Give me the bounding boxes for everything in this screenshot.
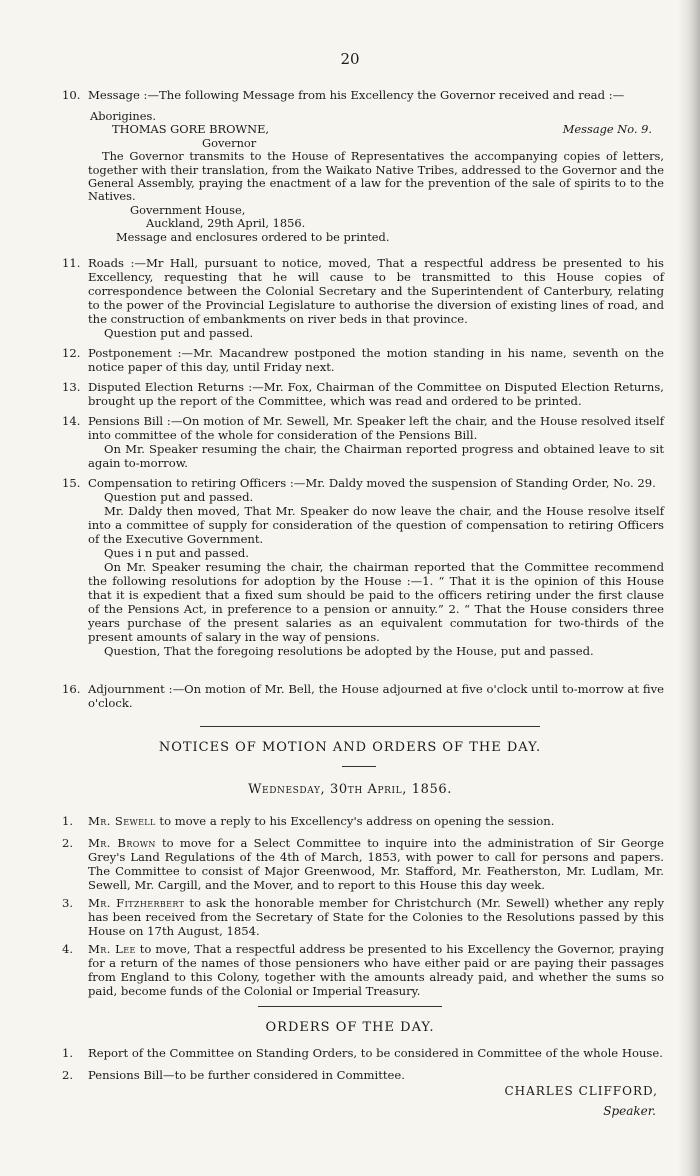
orders-heading: ORDERS OF THE DAY.	[265, 1020, 435, 1035]
item-number: 10.	[62, 88, 81, 102]
minute-item-14	[62, 414, 664, 470]
item-number: 15.	[62, 476, 81, 490]
notice-text: to move a reply to his Excellency's address on opening the session.	[155, 814, 555, 828]
minute-item-11	[62, 256, 664, 340]
item-text: Postponement :—Mr. Macandrew postponed the motion standing in his name, seventh on the notice paper of this day, until Friday next.	[88, 346, 664, 374]
notice-text: to ask the honorable member for Christchurch (Mr. Sewell) whether any reply has been received from the Secretary of State for the Colonies to the Resolutions passed by this House on 17th August, 1854.	[88, 896, 664, 938]
notice-item-1	[62, 814, 664, 828]
item-text: Disputed Election Returns :—Mr. Fox, Chairman of the Committee on Disputed Election Returns, brought up the report of the Committee, which was read and ordered to be printed.	[88, 380, 664, 408]
notices-date: Wednesday, 30th April, 1856.	[248, 782, 452, 797]
item-paragraph-3: Ques i n put and passed.	[104, 546, 249, 560]
order-text: Pensions Bill—to be further considered in Committee.	[88, 1068, 405, 1082]
item-paragraph-4: On Mr. Speaker resuming the chair, the chairman reported that the Committee recommend the following resolutions for adoption by the House :—1. “ That it is the opinion of this House that it is expedient that a fixed sum should be paid to the officers retiring under the first clause of the Pensions Act, in preference to a pension or annuity.” 2. “ That the House considers three years purchase of the present salaries as an equivalent commutation for two-thirds of the present amounts of salary in the way of pensions.	[88, 560, 664, 644]
member-name: Mr. Lee	[88, 942, 136, 956]
item-text: Pensions Bill :—On motion of Mr. Sewell, Mr. Speaker left the chair, and the House resolved itself into committee of the whole for consideration of the Pensions Bill.	[88, 414, 664, 442]
item-number: 4.	[62, 942, 74, 956]
short-divider	[342, 766, 376, 767]
item-text: Adjournment :—On motion of Mr. Bell, the House adjourned at five o'clock until to-morrow at five o'clock.	[88, 682, 664, 710]
minute-item-12	[62, 346, 664, 374]
section-divider	[200, 726, 540, 727]
message-closing: Message and enclosures ordered to be printed.	[116, 229, 390, 244]
minute-item-16	[62, 682, 664, 710]
message-date: Auckland, 29th April, 1856.	[146, 216, 306, 231]
page-number: 20	[340, 50, 360, 68]
item-text: Message :—The following Message from his Excellency the Governor received and read :—	[88, 88, 625, 102]
item-number: 1.	[62, 814, 74, 828]
item-paragraph-2: Mr. Daldy then moved, That Mr. Speaker do now leave the chair, and the House resolve itself into a committee of supply for consideration of the question of compensation to retiring Officers of the Executive Government.	[88, 504, 664, 546]
order-item-2	[62, 1068, 664, 1082]
section-divider	[258, 1006, 442, 1007]
member-name: Mr. Brown	[88, 836, 156, 850]
signature-title: Speaker.	[603, 1104, 656, 1118]
item-number: 12.	[62, 346, 81, 360]
minute-item-15	[62, 476, 664, 658]
signature-name: CHARLES CLIFFORD,	[504, 1084, 658, 1098]
message-body: The Governor transmits to the House of Representatives the accompanying copies of letters, together with their translation, from the Waikato Native Tribes, addressed to the Governor and the General Assembly, praying the enactment of a law for the prevention of the sale of spirits to to the Natives.	[88, 149, 664, 204]
order-text: Report of the Committee on Standing Orders, to be considered in Committee of the whole House.	[88, 1046, 663, 1060]
item-number: 2.	[62, 1068, 74, 1082]
item-number: 16.	[62, 682, 81, 696]
governor-title: Governor	[202, 135, 257, 150]
item-number: 1.	[62, 1046, 74, 1060]
notice-item-4	[62, 942, 664, 998]
order-item-1	[62, 1046, 664, 1060]
item-continuation: On Mr. Speaker resuming the chair, the Chairman reported progress and obtained leave to sit again to-morrow.	[88, 442, 664, 470]
minute-item-10	[62, 88, 664, 102]
item-closing: Question put and passed.	[104, 326, 254, 340]
item-number: 11.	[62, 256, 81, 270]
item-number: 14.	[62, 414, 81, 428]
notices-heading: NOTICES OF MOTION AND ORDERS OF THE DAY.	[158, 740, 542, 755]
message-block	[62, 110, 664, 244]
item-number: 2.	[62, 836, 74, 850]
item-text: Compensation to retiring Officers :—Mr. Daldy moved the suspension of Standing Order, No. 29.	[88, 476, 656, 490]
item-number: 3.	[62, 896, 74, 910]
notice-text: to move for a Select Committee to inquire into the administration of Sir George Grey's Land Regulations of the 4th of March, 1853, with power to call for persons and papers. The Committee to consist of Major Greenwood, Mr. Stafford, Mr. Featherston, Mr. Ludlam, Mr. Sewell, Mr. Cargill, and the Mover, and to report to this House this day week.	[88, 836, 664, 892]
message-place: Government House,	[130, 202, 246, 217]
notice-item-3	[62, 896, 664, 938]
item-number: 13.	[62, 380, 81, 394]
item-text: Roads :—Mr Hall, pursuant to notice, moved, That a respectful address be presented to his Excellency, requesting that he will cause to be transmitted to this House copies of correspondence between the Colonial Secretary and the Superintendent of Canterbury, relating to the power of the Provincial Legislature to authorise the diversion of existing lines of road, and the construction of embankments on river beds in that province.	[88, 256, 664, 326]
item-paragraph-1: Question put and passed.	[104, 490, 254, 504]
member-name: Mr. Fitzherbert	[88, 896, 185, 910]
notice-item-2	[62, 836, 664, 892]
message-governor-line	[112, 123, 664, 136]
minute-item-13	[62, 380, 664, 408]
governor-name: THOMAS GORE BROWNE,	[112, 122, 270, 137]
notice-text: to move, That a respectful address be presented to his Excellency the Governor, praying for a return of the names of those pensioners who have either paid or are paying their passages from England to this Colony, together with the amounts already paid, and whether the sums so paid, become funds of the Colonial or Imperial Treasury.	[88, 942, 664, 998]
message-heading-aborigines: Aborigines.	[90, 109, 156, 123]
member-name: Mr. Sewell	[88, 814, 156, 828]
message-number: Message No. 9.	[562, 122, 652, 137]
item-paragraph-5: Question, That the foregoing resolutions be adopted by the House, put and passed.	[104, 644, 594, 658]
scanned-page-edge-shadow	[678, 0, 700, 1176]
